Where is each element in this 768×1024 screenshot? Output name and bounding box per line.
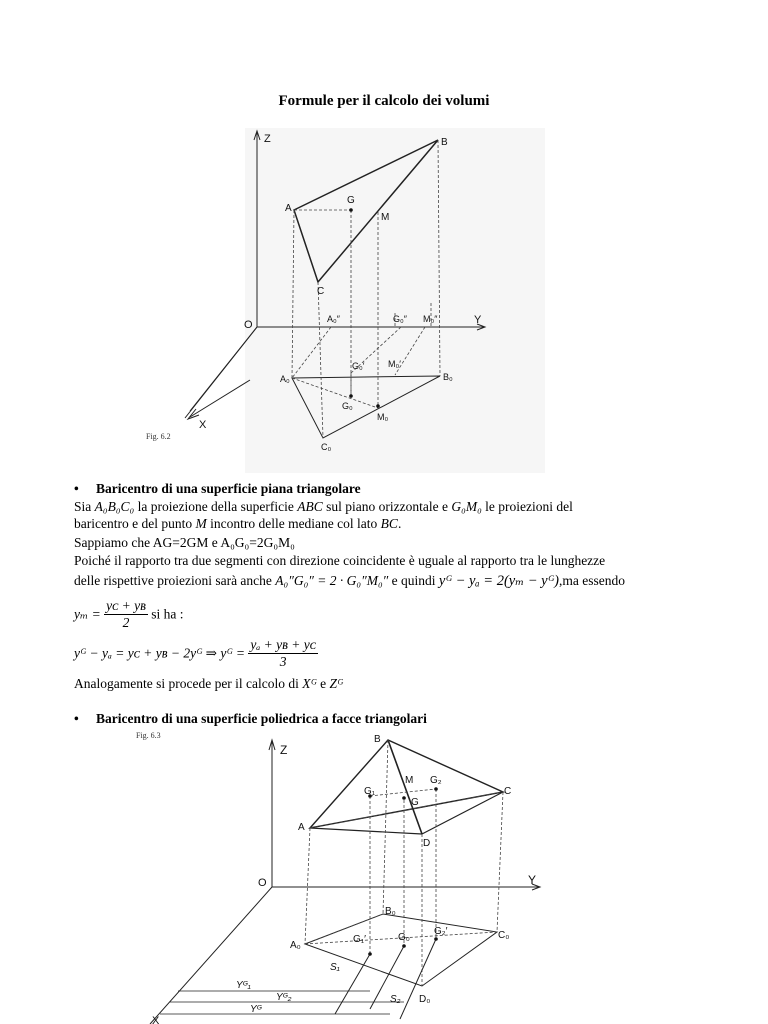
label-g1-prime: G₁′: [353, 934, 367, 945]
paragraph-line-3: Sappiamo che AG=2GM e A₀G₀=2G₀M₀: [74, 535, 295, 550]
label-c0: C₀: [321, 442, 332, 452]
section2-heading-text: Baricentro di una superficie poliedrica a facce triangolari: [96, 711, 427, 726]
bullet-icon: •: [74, 711, 79, 726]
label-g2-prime: G₂′: [434, 926, 448, 937]
x-arrow-icon: [188, 409, 199, 419]
figure1-caption: Fig. 6.2: [146, 432, 171, 441]
label-c: C: [317, 286, 325, 297]
label-o: O: [244, 319, 253, 331]
equation-yg: yᴳ − yₐ = yᴄ + yʙ − 2yᴳ ⇒ yᴳ = $\frac{\text{yₐ + yʙ + yᴄ}}{3}$: [74, 637, 316, 669]
label-a: A: [285, 203, 292, 214]
label-s2: S₂: [390, 994, 401, 1005]
edge-bd: [388, 740, 422, 834]
label-m0-double-prime: M₀″: [423, 314, 438, 324]
label-m0-prime: M₀′: [388, 359, 401, 369]
label-b: B: [374, 734, 381, 745]
label-g0: G₀: [342, 401, 353, 411]
paragraph-line-4: Poiché il rapporto tra due segmenti con direzione coincidente è uguale al rapporto tra le lunghezze: [74, 553, 606, 568]
label-g: G: [411, 797, 419, 808]
label-g1: G₁: [364, 786, 376, 797]
label-m: M: [405, 775, 414, 786]
paragraph-line-2: baricentro e del punto M incontro delle mediane col lato BC.: [74, 516, 402, 531]
label-d: D: [423, 838, 431, 849]
paragraph-line-5: delle rispettive proiezioni sarà anche A₀″G₀″ = 2 · G₀″M₀″ e quindi yᴳ − yₐ = 2(yₘ − yᴳ),ma essendo: [74, 573, 625, 589]
section2-heading: [74, 711, 427, 727]
label-b0: B₀: [385, 906, 396, 917]
edge-ad: [310, 828, 422, 834]
label-d0: D₀: [419, 994, 431, 1005]
label-x: X: [199, 419, 207, 431]
figure-6-2: [245, 128, 545, 473]
label-g0-double-prime: G₀″: [393, 314, 407, 324]
paragraph-line-1: Sia A₀B₀C₀ la proiezione della superficie ABC sul piano orizzontale e G₀M₀ le proiezioni del: [74, 499, 573, 514]
label-g0: G₀: [398, 932, 410, 943]
equation-ym: yₘ = $\frac{\text{yᴄ + yʙ}}{2}$ si ha :: [74, 598, 184, 630]
x-axis-extension: [190, 380, 250, 417]
label-c0: C₀: [498, 930, 510, 941]
label-a: A: [298, 822, 305, 833]
section1-heading-text: Baricentro di una superficie piana triangolare: [96, 481, 361, 496]
figure-6-3: [140, 734, 560, 1024]
label-x: X: [152, 1015, 160, 1024]
section1-heading: [74, 481, 361, 497]
label-yg2: Yᴳ₂: [276, 992, 292, 1003]
label-g2: G₂: [430, 775, 442, 786]
edge-dc: [422, 792, 503, 834]
label-m: M: [381, 212, 390, 223]
bullet-icon: •: [74, 481, 79, 496]
label-b: B: [441, 137, 448, 148]
polygon-a0b0c0d0: [305, 914, 497, 986]
page-title: Formule per il calcolo dei volumi: [278, 93, 490, 109]
label-z: Z: [280, 743, 288, 757]
figure-6-2-x-axis: [180, 380, 260, 440]
label-m0: M₀: [377, 412, 389, 422]
label-a0: A₀: [280, 374, 290, 384]
figure-background: [245, 128, 545, 473]
label-a0-double-prime: A₀″: [327, 314, 340, 324]
label-o: O: [258, 877, 267, 889]
label-s1: S₁: [330, 962, 340, 973]
figure2-caption: Fig. 6.3: [136, 731, 161, 740]
label-yg: Yᴳ: [250, 1004, 262, 1015]
label-b0: B₀: [443, 372, 453, 382]
paragraph-line-6: Analogamente si procede per il calcolo di Xᴳ e Zᴳ: [74, 676, 344, 691]
label-g0-prime: G₀′: [352, 361, 365, 371]
figure2-points: [368, 787, 438, 956]
label-y: Y: [528, 873, 537, 887]
label-yg1: Yᴳ₁: [236, 980, 251, 991]
label-y: Y: [474, 314, 482, 326]
label-a0: A₀: [290, 940, 301, 951]
label-z: Z: [264, 133, 271, 145]
label-g: G: [347, 195, 355, 206]
label-c: C: [504, 786, 512, 797]
centroid-lines: [335, 939, 436, 1019]
